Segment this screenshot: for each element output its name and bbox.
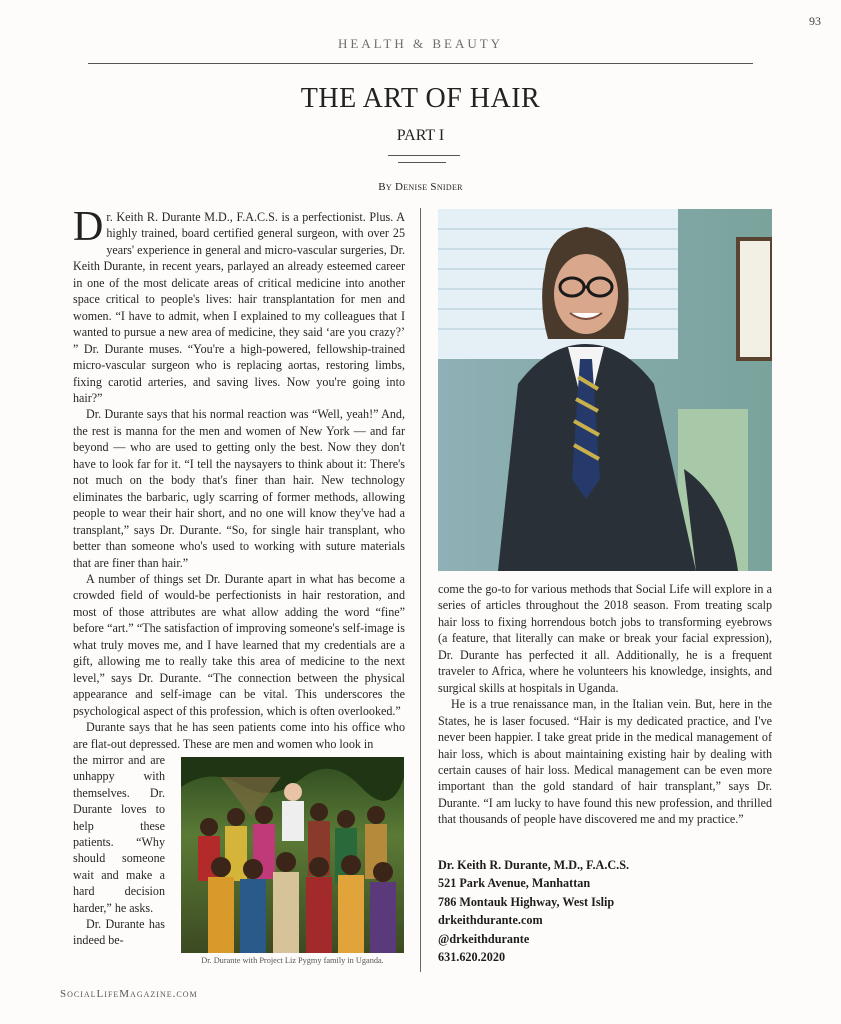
contact-block [438, 856, 629, 966]
contact-social-handle: @drkeithdurante [438, 931, 530, 946]
article-subtitle: PART I [396, 127, 445, 144]
article-title: THE ART OF HAIR [300, 83, 541, 114]
subtitle-rule-1 [388, 155, 460, 156]
contact-name: Dr. Keith R. Durante, M.D., F.A.C.S. [438, 858, 630, 872]
article-paragraph-2: Dr. Durante says that his normal reaction was “Well, yeah!” And, the rest is manna for the men and women of New York — and far beyond — who are used to getting only the best. Now they don't have to look far for it. “I tell the naysayers to think about it: There's not much on the body that's finer than hair. New technology eliminates the barbaric, ugly scarring of former methods, allowing people to wear their hair short, and no one will know they've had a transplant,” says Dr. Durante. “So, for single hair transplant, who better than someone who's used to working with suture materials that are finer than hair.” [73, 407, 405, 570]
article-paragraph-1 [73, 204, 405, 406]
article-right-column [438, 581, 772, 828]
article-left-column [73, 204, 405, 752]
doctor-portrait-photo [438, 209, 772, 571]
paragraph-text: r. Keith R. Durante M.D., F.A.C.S. is a perfectionist. Plus. A highly trained, board certified general surgeon, with over 25 years' experience in general and micro-vascular surgeries, Dr. Keith Durante, in recent years, parlayed an already esteemed career in one of the most delicate areas of critical medicine into another space critical to people's lives: hair transplantation for men and women. “I have to admit, when I explained to my colleagues that I wanted to pursue a new area of medicine, they said ‘are you crazy?’ ” Dr. Durante muses. “You're a high-powered, fellowship-trained micro-vascular surgeon who is replacing aortas, restoring limbs, fixing carotid arteries, and saving lives. Now you're going into hair?” [73, 210, 405, 405]
contact-address-west-islip: 786 Montauk Highway, West Islip [438, 894, 615, 909]
article-paragraph-6: He is a true renaissance man, in the Italian vein. But, here in the States, he is laser focused. “Hair is my dedicated practice, and I've never been happier. I take great pride in the medical management of hair loss, which is about maintaining existing hair by dealing with certain causes of hair loss. Medical management can be even more important than the gold standard of hair transplant,” says Dr. Durante. “I am lucky to have found this new profession, and thrilled that thousands of people have discovered me and my practice.” [438, 697, 772, 827]
column-divider [420, 208, 421, 972]
subtitle-rule-2 [398, 162, 446, 163]
article-paragraph-3: A number of things set Dr. Durante apart in what has become a crowded field of would-be perfectionists in hair restoration, and most of those attributes are what allow adding the word “fine” before “art.” “The satisfaction of improving someone's self-image is what truly moves me, and I have learned that my credentials are a gift, allowing me to really take this area of medicine to the next level,” says Dr. Durante. “The connection between the physical appearance and self-image can be vital. This underscores the psychological aspect of this profession, which is often overlooked.” [73, 571, 405, 718]
doctor-portrait-art [438, 209, 772, 571]
drop-cap: D [73, 204, 104, 250]
contact-phone: 631.620.2020 [438, 950, 506, 965]
footer-website: SocialLifeMagazine.com [60, 988, 198, 1000]
contact-address-manhattan: 521 Park Avenue, Manhattan [438, 876, 591, 891]
article-paragraph-5-start: Dr. Durante has indeed be- [73, 917, 165, 948]
uganda-group-photo-art [181, 757, 404, 953]
section-label: HEALTH & BEAUTY [337, 36, 504, 51]
photo-caption: Dr. Durante with Project Liz Pygmy family in Uganda. [201, 956, 384, 965]
uganda-group-photo [181, 757, 404, 953]
page-number: 93 [809, 14, 821, 28]
byline: By Denise Snider [378, 181, 463, 193]
contact-website: drkeithdurante.com [438, 913, 543, 928]
article-inset-column [73, 752, 165, 949]
article-paragraph-4-bottom: the mirror and are unhappy with themselves. Dr. Durante loves to help these patients. “Why should someone wait and make a hard decision harder,” he asks. [73, 753, 165, 915]
article-paragraph-4-top: Durante says that he has seen patients come into his office who are flat-out depressed. These are men and women who look in [73, 720, 405, 751]
header-rule [88, 63, 753, 64]
article-paragraph-5-end: come the go-to for various methods that Social Life will explore in a series of articles throughout the 2018 season. From treating scalp hair loss to fixing horrendous botch jobs to transforming eyebrows (a feature, that literally can make or break your facial expression), Dr. Durante has perfected it all. Additionally, he is a frequent traveler to Africa, where he volunteers his knowledge, insights, and surgical skills at hospitals in Uganda. [438, 582, 772, 695]
